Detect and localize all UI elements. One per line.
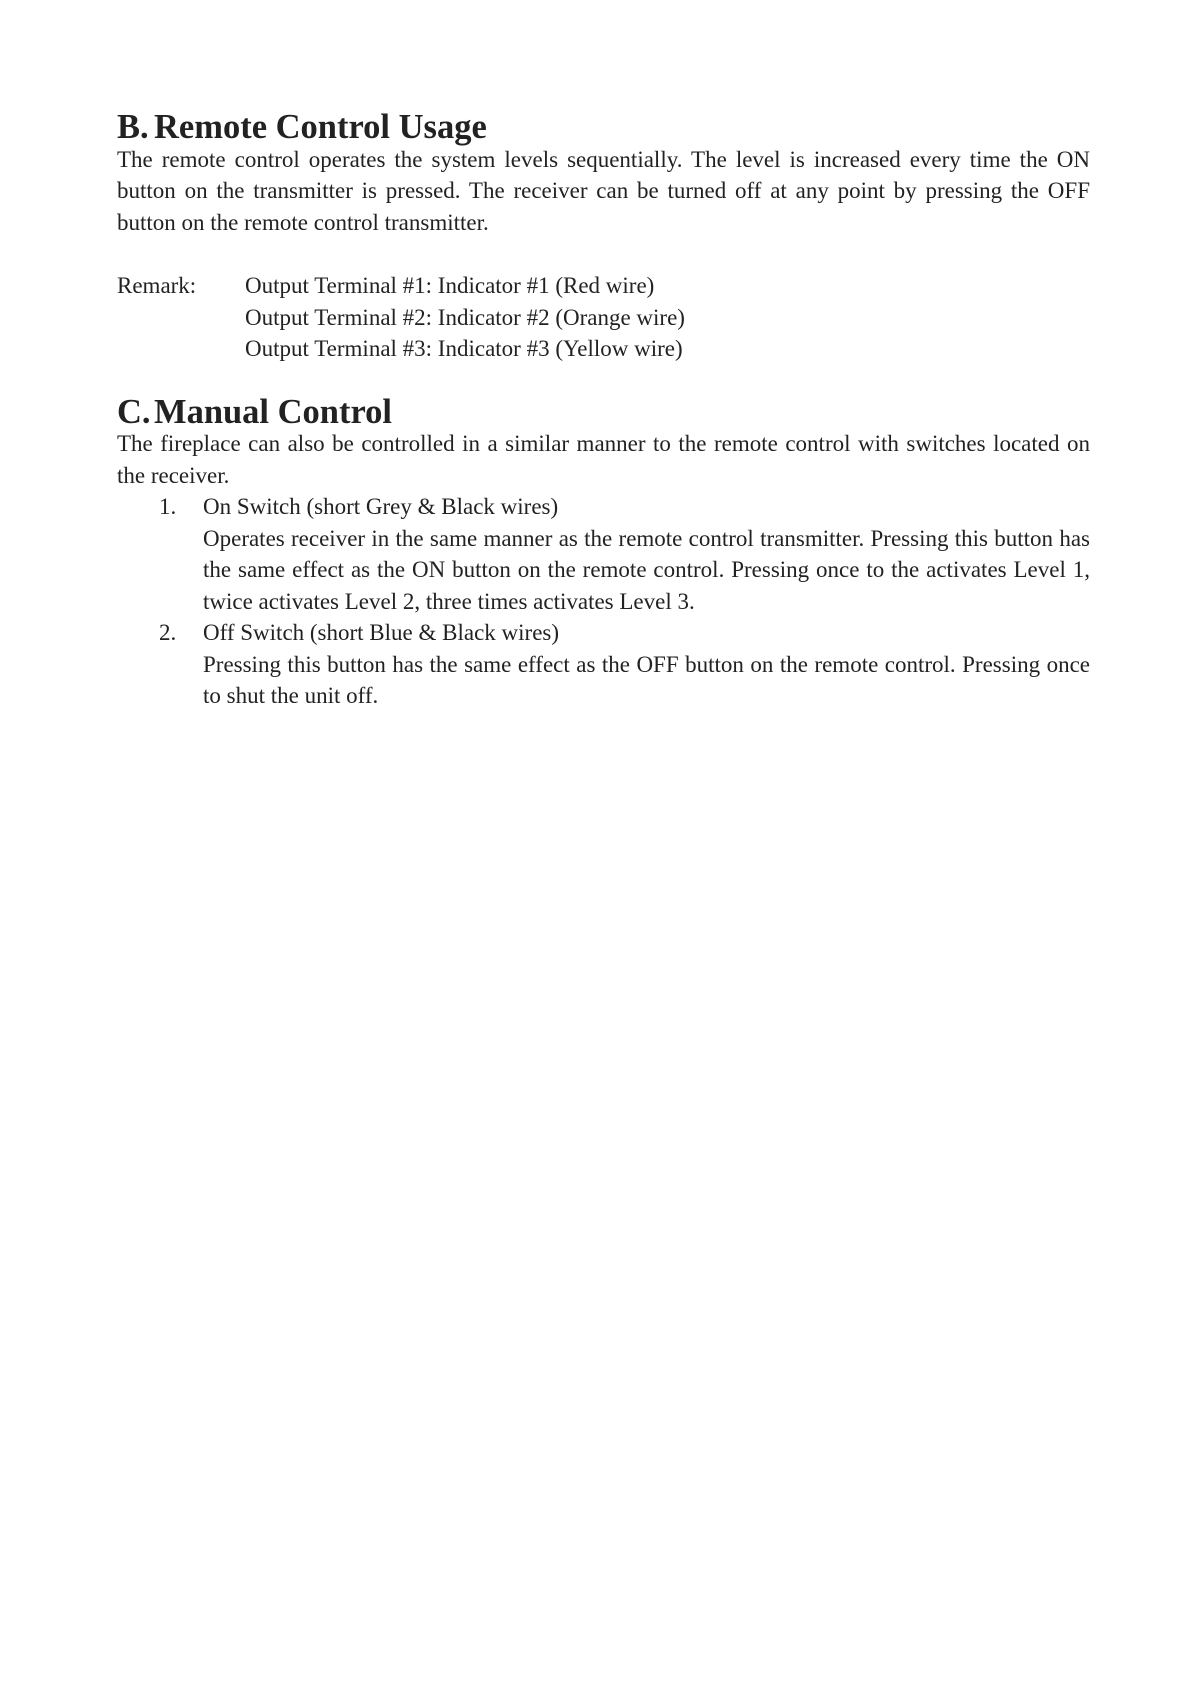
remark-line: Output Terminal #2: Indicator #2 (Orange wire) xyxy=(245,304,685,330)
list-item-description: Operates receiver in the same manner as the remote control transmitter. Pressing this button has the same effect as the ON button on the remote control. Pressing once to the activates Level 1, twice activates Level 2, three times activates Level 3. xyxy=(203,525,1090,614)
section-manual-control xyxy=(117,392,1090,712)
section-heading xyxy=(117,392,1090,431)
list-item-body xyxy=(203,491,1090,617)
section-heading xyxy=(117,108,1090,146)
list-item-body xyxy=(203,617,1090,712)
document-content xyxy=(117,108,1090,712)
section-remote-control-usage xyxy=(117,108,1090,365)
remark-label: Remark: xyxy=(117,273,197,298)
section-title: Manual Control xyxy=(154,392,393,431)
list-item-number: 1. xyxy=(159,494,177,519)
switch-list xyxy=(117,491,1090,712)
section-number: B. xyxy=(117,108,149,146)
remark-line: Output Terminal #3: Indicator #3 (Yellow wire) xyxy=(245,336,683,361)
remark-lines xyxy=(245,270,685,365)
list-item-title: Off Switch (short Blue & Black wires) xyxy=(203,620,560,645)
section-title: Remote Control Usage xyxy=(154,108,487,146)
list-item-title: On Switch (short Grey & Black wires) xyxy=(203,494,559,519)
remark-line: Output Terminal #1: Indicator #1 (Red wire) xyxy=(245,273,655,298)
section-paragraph: The remote control operates the system levels sequentially. The level is increased every time the ON button on the transmitter is pressed. The receiver can be turned off at any point by pressing the OFF button on the remote control transmitter. xyxy=(117,146,1090,235)
list-item-number: 2. xyxy=(159,620,177,645)
list-item xyxy=(117,617,1090,712)
section-number: C. xyxy=(117,392,151,431)
remark-block xyxy=(117,270,1090,365)
section-paragraph: The fireplace can also be controlled in a similar manner to the remote control with switches located on the receiver. xyxy=(117,431,1090,488)
list-item xyxy=(117,491,1090,617)
list-item-description: Pressing this button has the same effect as the OFF button on the remote control. Pressing once to shut the unit off. xyxy=(203,651,1090,708)
